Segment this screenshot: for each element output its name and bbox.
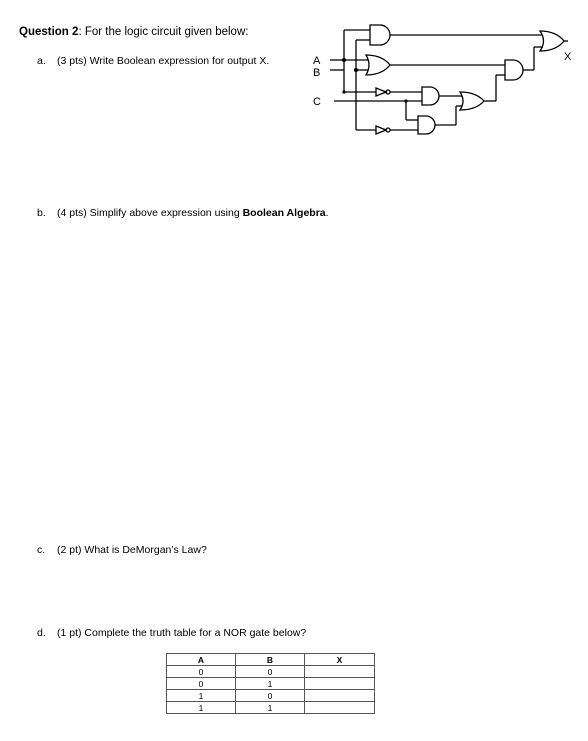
not-gate-b	[376, 126, 386, 134]
output-label-x: X	[564, 51, 572, 63]
or-gate-1	[366, 55, 390, 75]
table-row	[167, 678, 375, 690]
part-b	[37, 207, 329, 219]
table-header-row	[167, 654, 375, 666]
input-label-b: B	[313, 67, 321, 79]
junction-a	[342, 58, 346, 62]
cell-x[interactable]	[305, 666, 375, 678]
part-b-suffix: .	[325, 207, 329, 219]
header-x: X	[305, 654, 375, 666]
logic-circuit-diagram	[300, 14, 585, 144]
part-d-text: (1 pt) Complete the truth table for a NOR gate below?	[57, 627, 307, 639]
cell-a: 0	[167, 678, 236, 690]
not-gate-a	[376, 88, 386, 96]
cell-b: 1	[236, 678, 305, 690]
cell-a: 1	[167, 690, 236, 702]
part-d-letter: d.	[37, 627, 46, 639]
part-b-bold-text: Boolean Algebra	[242, 207, 326, 219]
question-label: Question 2	[19, 26, 79, 38]
part-a-text: (3 pts) Write Boolean expression for output X.	[57, 55, 270, 67]
cell-a: 0	[167, 666, 236, 678]
cell-x[interactable]	[305, 690, 375, 702]
input-label-c: C	[313, 96, 321, 108]
junction-a-low	[342, 90, 345, 93]
cell-b: 0	[236, 690, 305, 702]
and-gate-3	[418, 116, 435, 134]
part-c	[37, 544, 207, 556]
not-gate-a-bubble	[386, 90, 390, 94]
part-c-letter: c.	[37, 544, 46, 556]
header-a: A	[167, 654, 236, 666]
and-gate-2	[422, 87, 439, 105]
input-label-a: A	[313, 55, 321, 67]
part-b-letter: b.	[37, 207, 46, 219]
table-row	[167, 702, 375, 714]
cell-x[interactable]	[305, 702, 375, 714]
junction-c	[404, 99, 407, 102]
and-gate-1	[370, 25, 390, 45]
or-gate-2	[460, 92, 484, 110]
table-row	[167, 690, 375, 702]
part-a-letter: a.	[37, 55, 46, 67]
cell-b: 0	[236, 666, 305, 678]
not-gate-b-bubble	[386, 128, 390, 132]
junction-b	[354, 68, 358, 72]
nor-truth-table	[166, 653, 375, 714]
part-a	[37, 55, 269, 67]
cell-x[interactable]	[305, 678, 375, 690]
cell-b: 1	[236, 702, 305, 714]
cell-a: 1	[167, 702, 236, 714]
table-row	[167, 666, 375, 678]
header-b: B	[236, 654, 305, 666]
part-d	[37, 627, 306, 639]
question-title	[19, 26, 248, 38]
question-text: : For the logic circuit given below:	[78, 26, 249, 38]
or-gate-3	[540, 31, 564, 51]
and-gate-4	[505, 60, 523, 80]
part-c-text: (2 pt) What is DeMorgan’s Law?	[57, 544, 207, 556]
part-b-text: (4 pts) Simplify above expression using	[57, 207, 243, 219]
